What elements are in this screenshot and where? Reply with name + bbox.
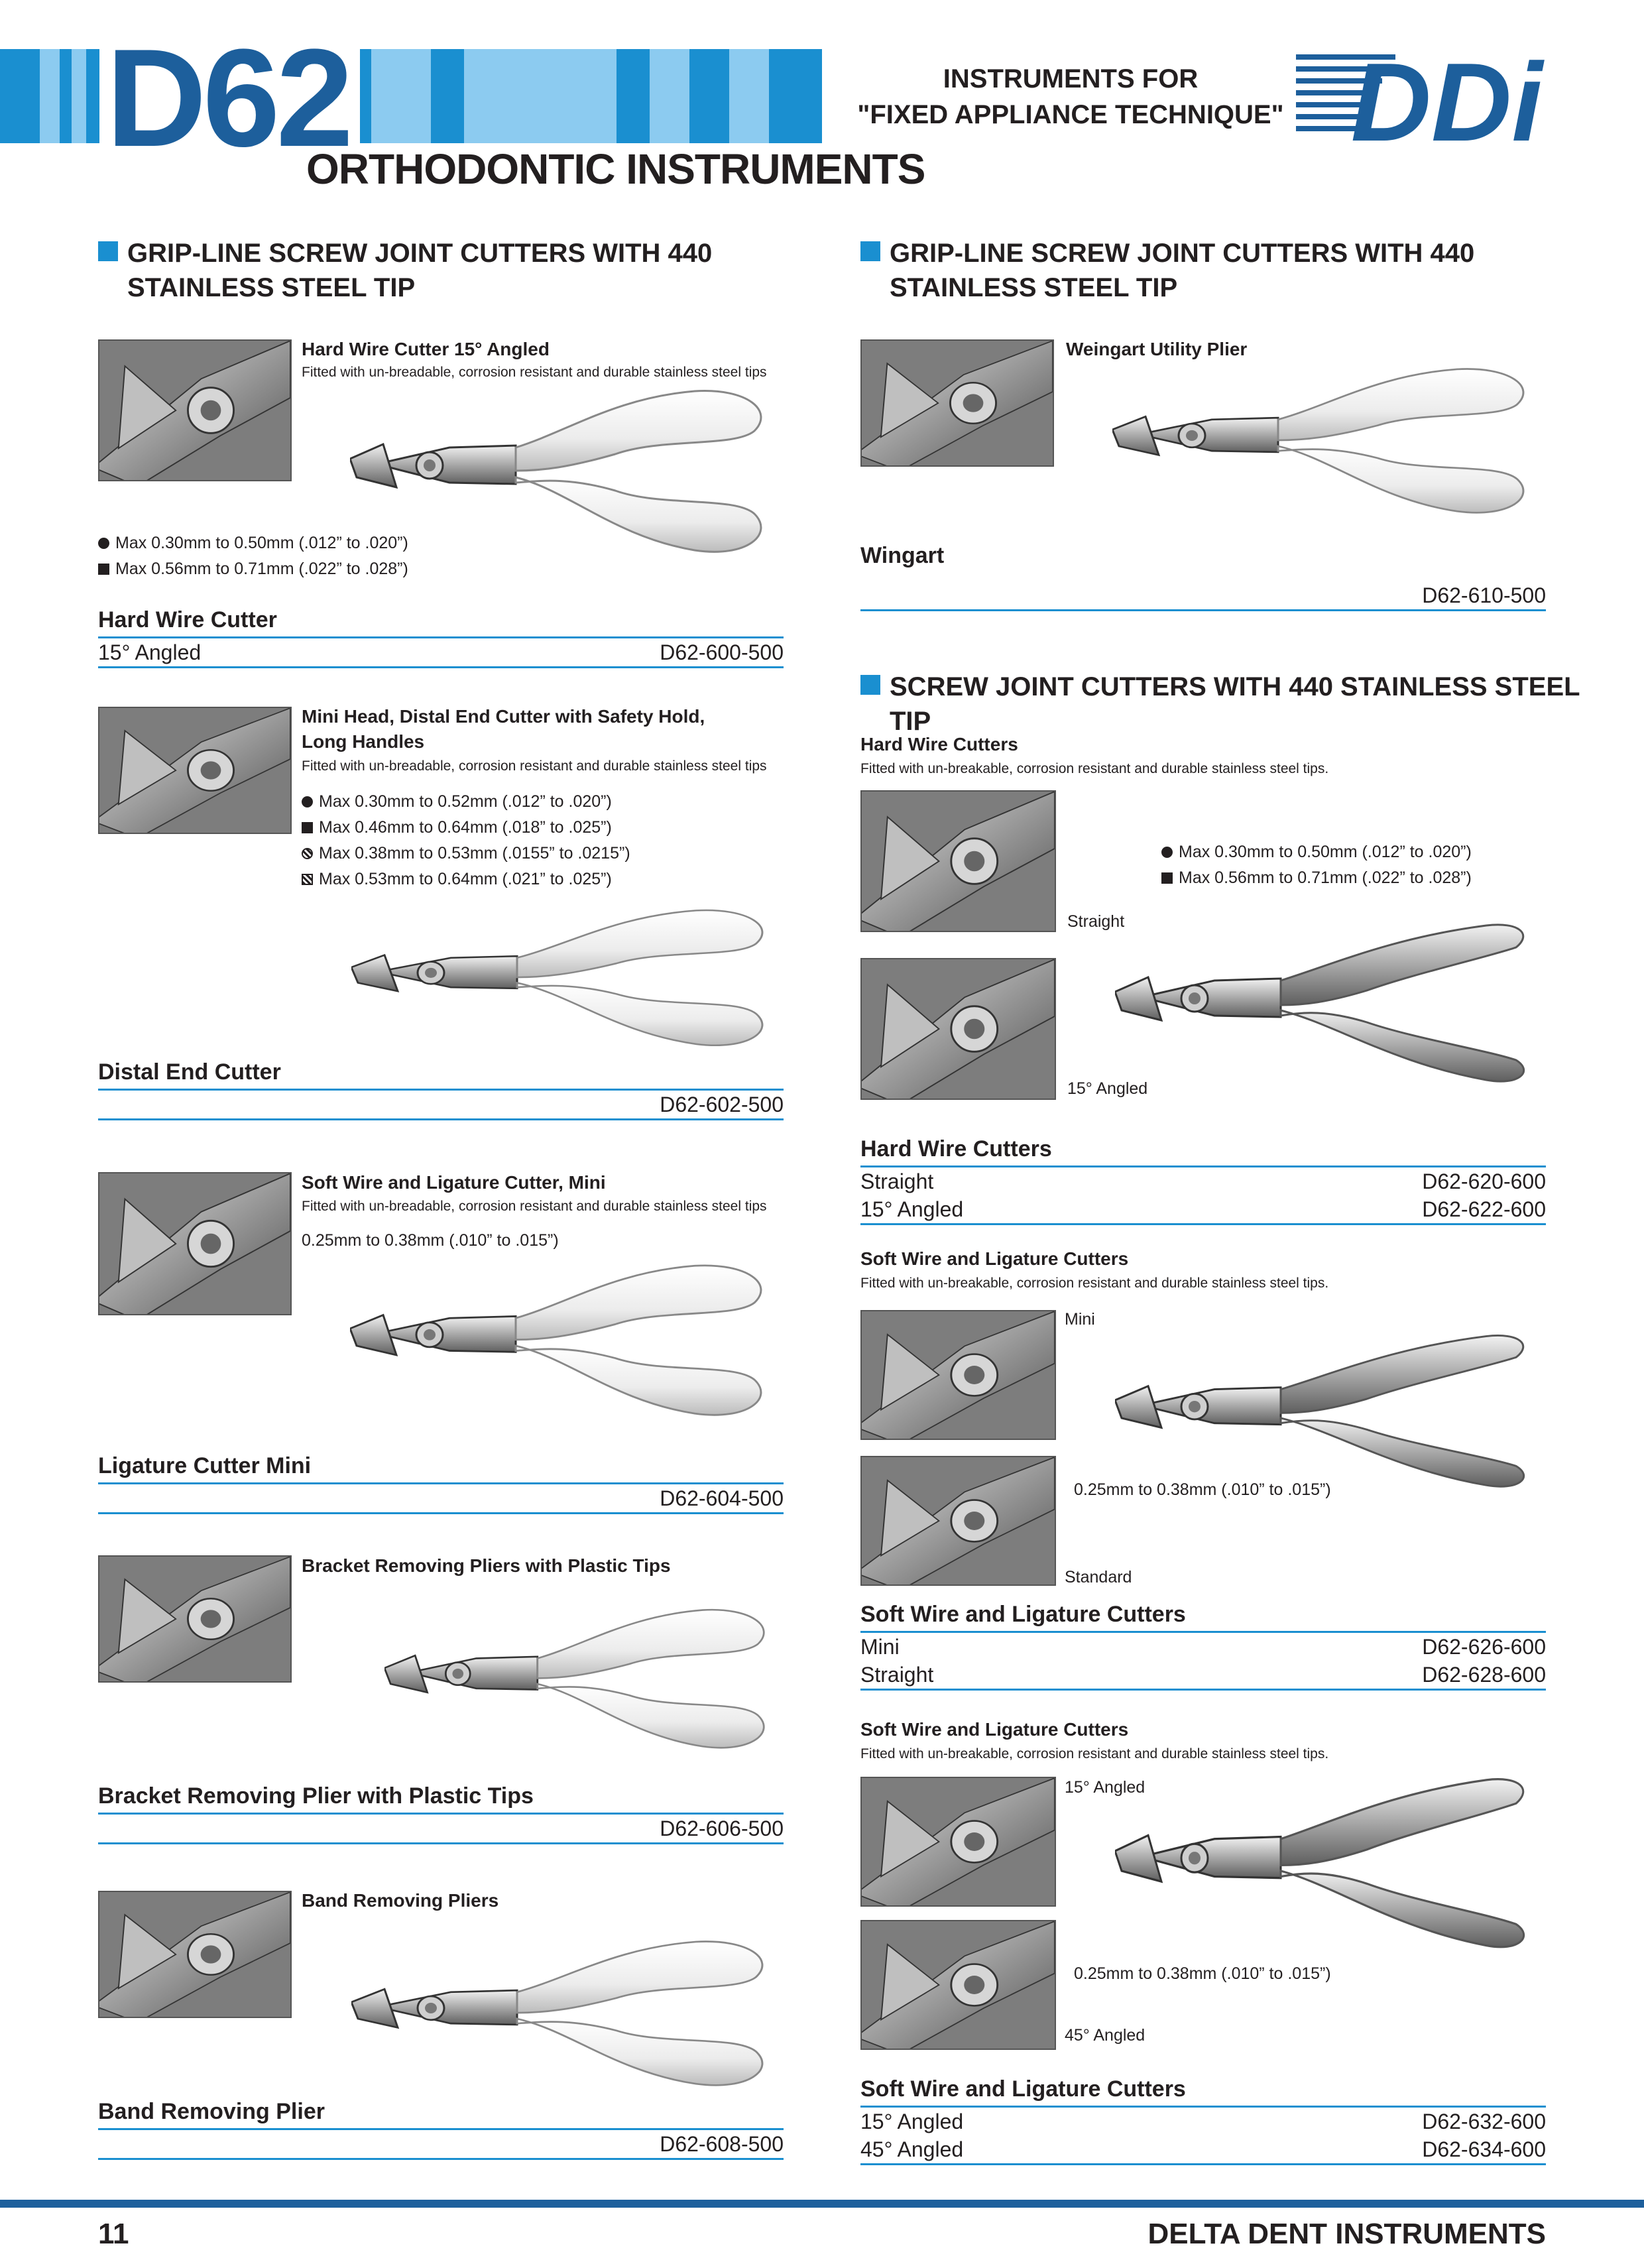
square-wire-icon — [302, 822, 313, 833]
product-description: Fitted with un-breakable, corrosion resistant and durable stainless steel tips. — [860, 1746, 1329, 1761]
product-photo — [98, 339, 292, 481]
product-block — [860, 2074, 1546, 2165]
product-name: Mini Head, Distal End Cutter with Safety Hold, Long Handles — [302, 706, 705, 752]
variant-label: 15° Angled — [1067, 1079, 1148, 1098]
spec-list: Max 0.30mm to 0.50mm (.012” to .020”) Max 0.56mm to 0.71mm (.022” to .028”) — [1161, 839, 1472, 891]
header-stripe — [40, 49, 60, 143]
product-description: Fitted with un-breadable, corrosion resistant and durable stainless steel tips — [302, 365, 767, 380]
product-title: Band Removing Plier — [98, 2099, 325, 2124]
product-photo — [98, 1555, 292, 1683]
round-wire-icon — [1161, 847, 1173, 858]
product-name: Hard Wire Cutter 15° Angled — [302, 339, 550, 359]
product-photo — [860, 1920, 1056, 2050]
product-description: Fitted with un-breakable, corrosion resistant and durable stainless steel tips. — [860, 1276, 1329, 1291]
section-heading-right-2: SCREW JOINT CUTTERS WITH 440 STAINLESS STEEL TIP — [860, 670, 1590, 739]
product-description: Fitted with un-breadable, corrosion resistant and durable stainless steel tips — [302, 1199, 767, 1214]
product-description: Fitted with un-breakable, corrosion resistant and durable stainless steel tips. — [860, 761, 1329, 776]
product-block — [98, 1781, 784, 1844]
variant-label: Straight — [1067, 912, 1125, 931]
product-name: Hard Wire Cutters — [860, 734, 1018, 754]
product-code: D62-610-500 — [1422, 583, 1546, 607]
product-row: 15° Angled D62-600-500 — [98, 638, 784, 668]
plier-illustration — [1115, 1771, 1546, 1970]
catalog-code: D62 — [99, 38, 360, 158]
plier-illustration — [351, 905, 782, 1061]
product-row: Mini D62-626-600 — [860, 1633, 1546, 1661]
product-block — [98, 605, 784, 668]
ddi-logo — [1296, 42, 1548, 149]
topic-heading — [855, 61, 1286, 133]
product-code: D62-634-600 — [1422, 2137, 1546, 2161]
page-subtitle: ORTHODONTIC INSTRUMENTS — [306, 145, 925, 193]
product-code: D62-604-500 — [660, 1486, 784, 1510]
product-title: Soft Wire and Ligature Cutters — [860, 2074, 1546, 2108]
product-title: Ligature Cutter Mini — [98, 1453, 312, 1478]
product-photo — [860, 958, 1056, 1100]
spec-text: 0.25mm to 0.38mm (.010” to .015”) — [302, 1231, 559, 1250]
company-name: DELTA DENT INSTRUMENTS — [1147, 2218, 1546, 2250]
braided-round-wire-icon — [302, 848, 313, 859]
product-block — [860, 1599, 1546, 1691]
product-name: Weingart Utility Plier — [1066, 339, 1248, 359]
product-code: D62-626-600 — [1422, 1635, 1546, 1659]
section-heading-left: GRIP-LINE SCREW JOINT CUTTERS WITH 440 STAINLESS STEEL TIP — [98, 236, 794, 305]
product-code: D62-600-500 — [660, 640, 784, 664]
plier-illustration — [384, 1604, 782, 1763]
braided-square-wire-icon — [302, 874, 313, 885]
section-heading-right: GRIP-LINE SCREW JOINT CUTTERS WITH 440 STAINLESS STEEL TIP — [860, 236, 1556, 305]
product-name: Soft Wire and Ligature Cutters — [860, 1248, 1129, 1269]
product-code: D62-622-600 — [1422, 1197, 1546, 1221]
product-code: D62-602-500 — [660, 1093, 784, 1116]
product-title: Soft Wire and Ligature Cutters — [860, 1599, 1546, 1633]
round-wire-icon — [302, 796, 313, 807]
product-row: 15° Angled D62-632-600 — [860, 2108, 1546, 2135]
product-row — [98, 1813, 784, 1844]
product-name: Band Removing Pliers — [302, 1890, 499, 1911]
product-code: D62-608-500 — [660, 2132, 784, 2156]
product-code: D62-620-600 — [1422, 1169, 1546, 1193]
product-photo — [860, 790, 1056, 932]
plier-illustration — [350, 1260, 781, 1432]
product-name: Soft Wire and Ligature Cutter, Mini — [302, 1172, 606, 1193]
product-block — [860, 1134, 1546, 1225]
section-bullet — [98, 241, 118, 261]
product-title: Hard Wire Cutter — [98, 605, 784, 638]
product-code: D62-628-600 — [1422, 1663, 1546, 1687]
product-photo — [860, 339, 1054, 467]
product-name: Bracket Removing Pliers with Plastic Tips — [302, 1555, 671, 1576]
product-row: 15° Angled D62-622-600 — [860, 1195, 1546, 1225]
plier-illustration — [351, 1936, 782, 2102]
header-stripe — [729, 49, 769, 143]
variant-label: 15° Angled — [1065, 1778, 1145, 1797]
variant-label: Standard — [1065, 1568, 1132, 1586]
header-stripe — [371, 49, 431, 143]
product-title: Distal End Cutter — [98, 1059, 281, 1085]
product-row: 45° Angled D62-634-600 — [860, 2135, 1546, 2165]
product-photo — [860, 1777, 1056, 1907]
product-row: Straight D62-620-600 — [860, 1167, 1546, 1195]
product-row: Straight D62-628-600 — [860, 1661, 1546, 1691]
header-stripe — [464, 49, 616, 143]
product-row — [860, 581, 1546, 611]
product-title: Hard Wire Cutters — [860, 1134, 1546, 1167]
section-bullet — [860, 241, 880, 261]
topic-line-2: "FIXED APPLIANCE TECHNIQUE" — [857, 100, 1284, 129]
product-description: Fitted with un-breadable, corrosion resistant and durable stainless steel tips — [302, 758, 767, 774]
product-block — [860, 540, 1546, 611]
product-photo — [98, 1172, 292, 1315]
section-bullet — [860, 675, 880, 695]
product-block — [98, 2096, 784, 2160]
plier-illustration — [350, 385, 781, 570]
header-stripe — [72, 49, 86, 143]
product-photo — [98, 707, 292, 834]
product-photo — [98, 1891, 292, 2018]
variant-label: 45° Angled — [1065, 2026, 1145, 2045]
variant-label: Mini — [1065, 1310, 1095, 1329]
product-block — [98, 1057, 784, 1120]
product-title: Wingart — [860, 543, 945, 568]
product-row — [98, 1089, 784, 1120]
footer-bar — [0, 2200, 1644, 2208]
spec-text: 0.25mm to 0.38mm (.010” to .015”) — [1074, 1480, 1331, 1499]
page-number: 11 — [98, 2218, 129, 2250]
square-wire-icon — [98, 564, 109, 575]
spec-list: Max 0.30mm to 0.50mm (.012” to .020”) Max 0.56mm to 0.71mm (.022” to .028”) — [98, 530, 408, 582]
product-row — [98, 2128, 784, 2160]
product-block — [98, 1451, 784, 1514]
header-stripe — [650, 49, 689, 143]
plier-illustration — [1115, 918, 1546, 1103]
product-row — [98, 1482, 784, 1514]
spec-text: 0.25mm to 0.38mm (.010” to .015”) — [1074, 1964, 1331, 1983]
plier-illustration — [1112, 363, 1543, 529]
product-photo — [860, 1456, 1056, 1586]
logo-text: DDi — [1350, 42, 1543, 149]
round-wire-icon — [98, 538, 109, 549]
product-photo — [860, 1310, 1056, 1440]
product-code: D62-606-500 — [660, 1817, 784, 1840]
product-code: D62-632-600 — [1422, 2110, 1546, 2133]
spec-list: Max 0.30mm to 0.52mm (.012” to .020”) Max 0.46mm to 0.64mm (.018” to .025”) Max 0.38mm to 0.53mm (.0155” to .0215”) Max 0.53mm to 0.64mm (.021” to .025”) — [302, 789, 630, 892]
topic-line-1: INSTRUMENTS FOR — [943, 64, 1199, 93]
product-name: Soft Wire and Ligature Cutters — [860, 1719, 1129, 1740]
square-wire-icon — [1161, 872, 1173, 884]
product-title: Bracket Removing Plier with Plastic Tips — [98, 1783, 534, 1809]
